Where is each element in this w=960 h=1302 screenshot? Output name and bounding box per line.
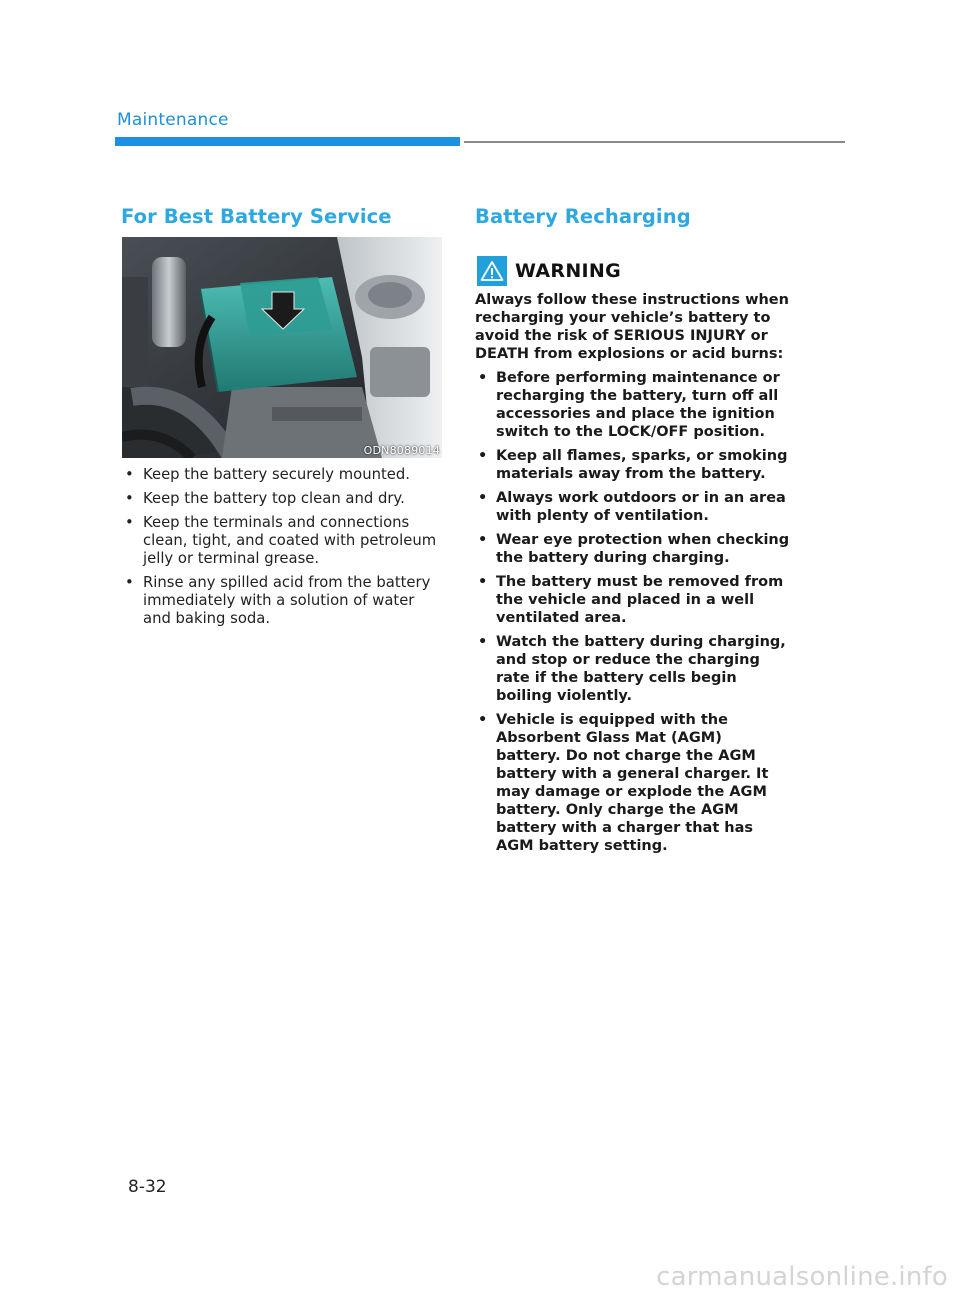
engine-bay-illustration	[122, 237, 442, 458]
image-code: ODN8089014	[363, 444, 440, 457]
list-item: • Vehicle is equipped with the Absorbent Glass Mat (AGM) battery. Do not charge the AGM battery with a general charger. It may damage or explode the AGM battery. Only charge the AGM battery with a charger that has AGM battery setting.	[475, 711, 791, 855]
right-section-title: Battery Recharging	[475, 205, 691, 228]
list-item: • Always work outdoors or in an area with plenty of ventilation.	[475, 489, 791, 525]
warning-header	[477, 256, 621, 286]
page-number: 8-32	[128, 1177, 167, 1197]
list-item: • Keep all flames, sparks, or smoking materials away from the battery.	[475, 447, 791, 483]
list-item: • Keep the battery top clean and dry.	[121, 490, 446, 508]
engine-bay-photo	[122, 237, 442, 458]
warning-body	[475, 291, 791, 861]
left-section-title: For Best Battery Service	[121, 205, 392, 228]
right-column	[475, 205, 790, 228]
recharging-warning-list	[475, 369, 791, 855]
list-item: • Wear eye protection when checking the battery during charging.	[475, 531, 791, 567]
list-item: • The battery must be removed from the vehicle and placed in a well ventilated area.	[475, 573, 791, 627]
list-item: • Before performing maintenance or recharging the battery, turn off all accessories and place the ignition switch to the LOCK/OFF position.	[475, 369, 791, 441]
battery-care-list	[121, 466, 446, 634]
left-column	[121, 205, 446, 228]
warning-intro: Always follow these instructions when recharging your vehicle’s battery to avoid the risk of SERIOUS INJURY or DEATH from explosions or acid burns:	[475, 292, 789, 362]
warning-label: WARNING	[515, 260, 622, 282]
list-item: • Watch the battery during charging, and stop or reduce the charging rate if the battery cells begin boiling violently.	[475, 633, 791, 705]
warning-triangle-icon	[477, 256, 507, 286]
header-rule-divider	[464, 141, 845, 143]
header-rule-accent	[115, 137, 460, 146]
list-item: • Keep the terminals and connections clean, tight, and coated with petroleum jelly or terminal grease.	[121, 514, 446, 568]
watermark: carmanualsonline.info	[656, 1262, 948, 1292]
section-header: Maintenance	[117, 110, 229, 130]
list-item: • Keep the battery securely mounted.	[121, 466, 446, 484]
list-item: • Rinse any spilled acid from the battery immediately with a solution of water and baking soda.	[121, 574, 446, 628]
